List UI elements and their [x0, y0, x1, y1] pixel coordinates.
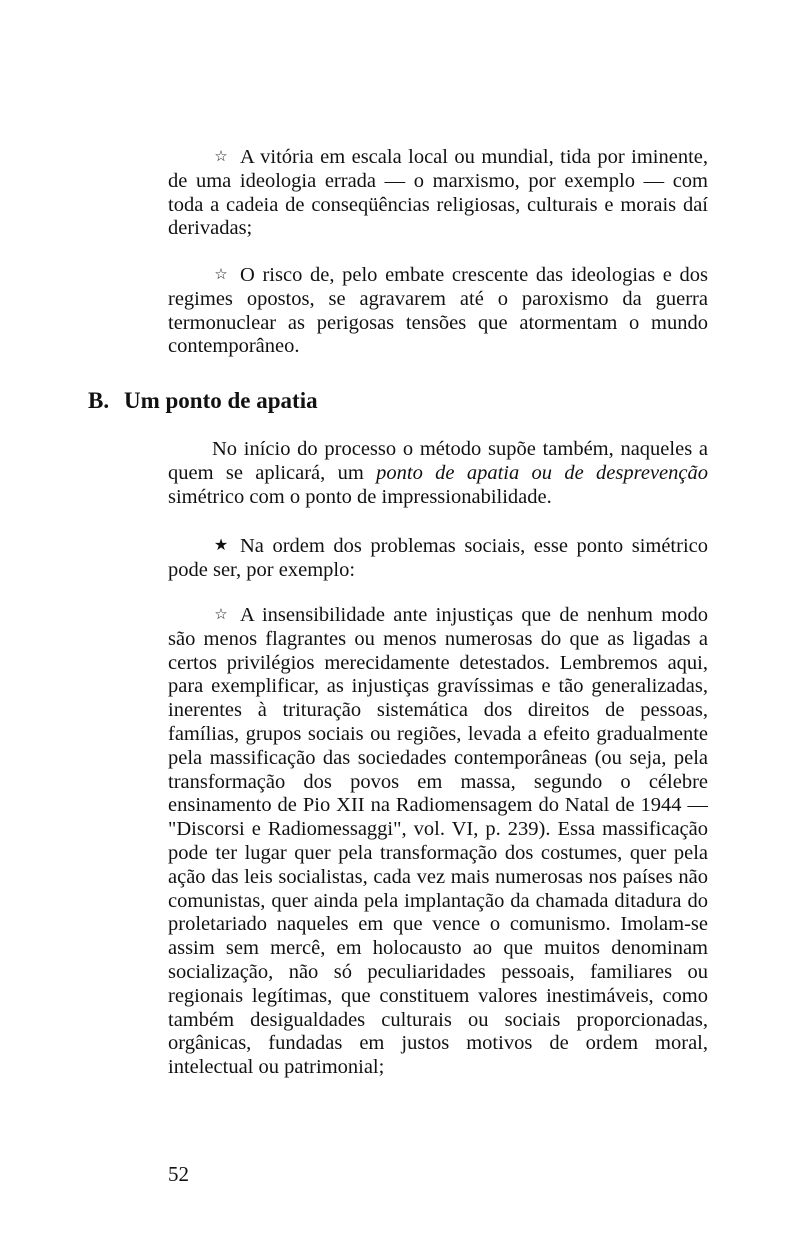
filled-star-icon: ★ — [213, 537, 229, 554]
bullet-item-insensitivity — [168, 604, 708, 1080]
intro-text-before: No início do processo o método supõe também, naqueles a quem se aplicará, um — [168, 438, 708, 484]
outline-star-icon: ☆ — [214, 149, 228, 165]
bullet-item-victory — [168, 146, 708, 241]
section-title: Um ponto de apatia — [124, 388, 318, 413]
bullet-item-risk-text: O risco de, pelo embate crescente das ideologias e dos regimes opostos, se agravarem até o paroxismo da guerra termonuclear as perigosas tensões que atormentam o mundo contemporâneo. — [168, 264, 708, 358]
section-heading — [88, 388, 318, 414]
bullet-item-risk — [168, 264, 708, 359]
example-lead-paragraph — [168, 534, 708, 583]
outline-star-icon: ☆ — [214, 267, 228, 283]
page-number: 52 — [168, 1162, 189, 1186]
bullet-item-victory-text: A vitória em escala local ou mundial, tida por iminente, de uma ideologia errada — o marxismo, por exemplo — com toda a cadeia de conseqüências religiosas, culturais e morais daí derivadas; — [168, 146, 708, 240]
example-lead-text: Na ordem dos problemas sociais, esse ponto simétrico pode ser, por exemplo: — [168, 535, 708, 581]
section-letter: B. — [88, 388, 110, 413]
intro-paragraph — [168, 438, 708, 509]
outline-star-icon: ☆ — [214, 607, 228, 623]
intro-emphasis: ponto de apatia ou de desprevenção — [376, 461, 708, 484]
intro-text-after: simétrico com o ponto de impressionabilidade. — [168, 485, 552, 508]
bullet-item-insensitivity-text: A insensibilidade ante injustiças que de nenhum modo são menos flagrantes ou menos numerosas do que as ligadas a certos privilégios merecidamente detestados. Lembremos aqui, para exemplificar, as injustiças gravíssimas e tão generalizadas, inerentes à trituração sistemática dos direitos de pessoas, famílias, grupos sociais ou regiões, levada a efeito gradualmente pela massificação das sociedades contemporâneas (ou seja, pela transformação dos povos em massa, segundo o célebre ensinamento de Pio XII na Radiomensagem do Natal de 1944 — "Discorsi e Radiomessaggi", vol. VI, p. 239). Essa massificação pode ter lugar quer pela transformação dos costumes, quer pela ação das leis socialistas, cada vez mais numerosas nos países não comunistas, quer ainda pela implantação da chamada ditadura do proletariado naqueles em que vence o comunismo. Imolam-se assim sem mercê, em holocausto ao que muitos denominam socialização, não só peculiaridades pessoais, familiares ou regionais legítimas, que constituem valores inestimáveis, como também desigualdades culturais ou sociais proporcionadas, orgânicas, fundadas em justos motivos de ordem moral, intelectual ou patrimonial; — [168, 604, 708, 1079]
